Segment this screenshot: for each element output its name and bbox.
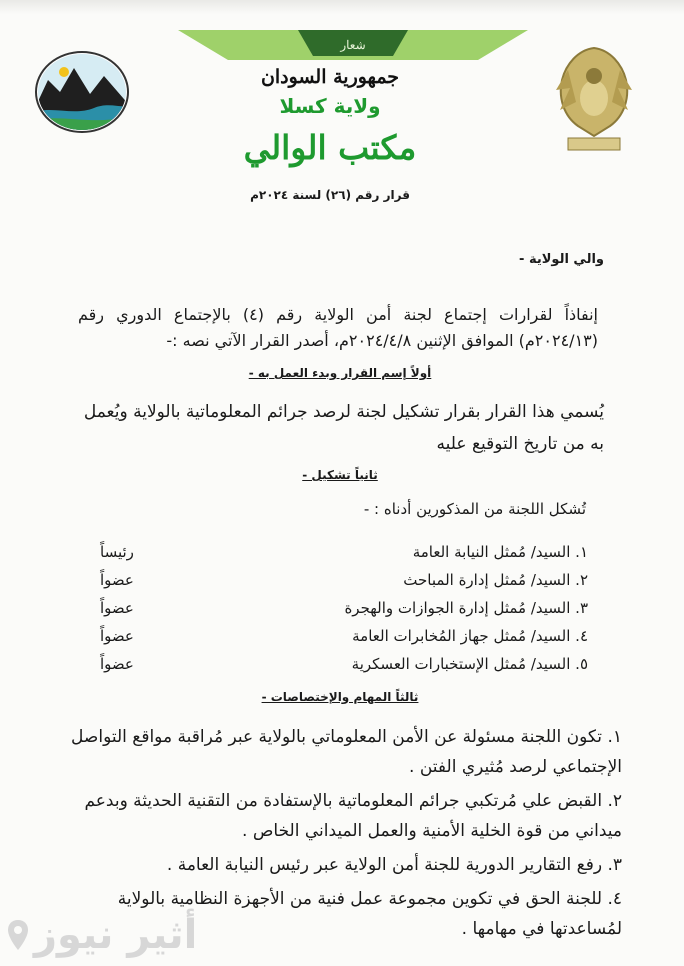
section-3-title: ثالثاً المهام والإختصاصات - xyxy=(261,690,419,704)
member-name: ٥. السيد/ مُمثل الإستخبارات العسكرية xyxy=(351,655,588,673)
member-name: ٤. السيد/ مُمثل جهاز المُخابرات العامة xyxy=(352,627,588,645)
member-name: ١. السيد/ مُمثل النيابة العامة xyxy=(412,543,588,561)
member-row xyxy=(100,594,588,622)
member-role: عضواً xyxy=(100,627,134,645)
member-role: عضواً xyxy=(100,599,134,617)
task-item: ٤. للجنة الحق في تكوين مجموعة عمل فنية من الأجهزة النظامية بالولاية لمُساعدتها في مهامها . xyxy=(117,889,622,939)
location-pin-icon xyxy=(6,918,30,952)
decree-number: قرار رقم (٢٦) لسنة ٢٠٢٤م xyxy=(250,188,410,202)
member-role: عضواً xyxy=(100,571,134,589)
sudan-emblem-icon xyxy=(548,40,640,160)
members-list xyxy=(100,538,588,678)
banner-text: شعار xyxy=(340,38,366,52)
governor-label: والي الولاية - xyxy=(519,252,604,267)
member-name: ٣. السيد/ مُمثل إدارة الجوازات والهجرة xyxy=(344,599,588,617)
office-title: مكتب الوالي xyxy=(243,128,417,167)
state-title: ولاية كسلا xyxy=(279,94,381,118)
section-2-title: ثانياً تشكيل - xyxy=(302,468,378,482)
task-item: ١. تكون اللجنة مسئولة عن الأمن المعلوماتي بالولاية عبر مُراقبة مواقع التواصل الإجتماعي لرصد مُثيري الفتن . xyxy=(71,727,622,777)
scan-edge xyxy=(0,0,684,14)
kassala-logo-icon xyxy=(34,50,130,134)
watermark-text: أثير نيوز xyxy=(34,912,198,958)
section-1-body: يُسمي هذا القرار بقرار تشكيل لجنة لرصد جرائم المعلوماتية بالولاية ويُعمل به من تاريخ التوقيع عليه xyxy=(83,402,604,454)
member-role: رئيساً xyxy=(100,543,134,561)
member-row xyxy=(100,538,588,566)
member-role: عضواً xyxy=(100,655,134,673)
section-1-title: أولاً إسم القرار وبدء العمل به - xyxy=(248,366,432,380)
task-item: ٣. رفع التقارير الدورية للجنة أمن الولاية عبر رئيس النيابة العامة . xyxy=(166,855,622,875)
watermark xyxy=(6,910,197,960)
member-row xyxy=(100,622,588,650)
header-banner xyxy=(178,26,528,60)
member-name: ٢. السيد/ مُمثل إدارة المباحث xyxy=(403,571,588,589)
member-row xyxy=(100,566,588,594)
section-2-intro: تُشكل اللجنة من المذكورين أدناه : - xyxy=(363,500,586,518)
task-item: ٢. القبض علي مُرتكبي جرائم المعلوماتية بالإستفادة من التقنية الحديثة وبدعم ميداني من قوة الخلية الأمنية والعمل الميداني الخاص . xyxy=(84,791,622,841)
member-row xyxy=(100,650,588,678)
republic-title: جمهورية السودان xyxy=(260,66,400,88)
intro-paragraph: إنفاذاً لقرارات إجتماع لجنة أمن الولاية رقم (٤) بالإجتماع الدوري رقم (٢٠٢٤/١٣م) الموافق الإثنين ٢٠٢٤/٤/٨م، أصدر القرار الآتي نصه :- xyxy=(78,305,599,350)
